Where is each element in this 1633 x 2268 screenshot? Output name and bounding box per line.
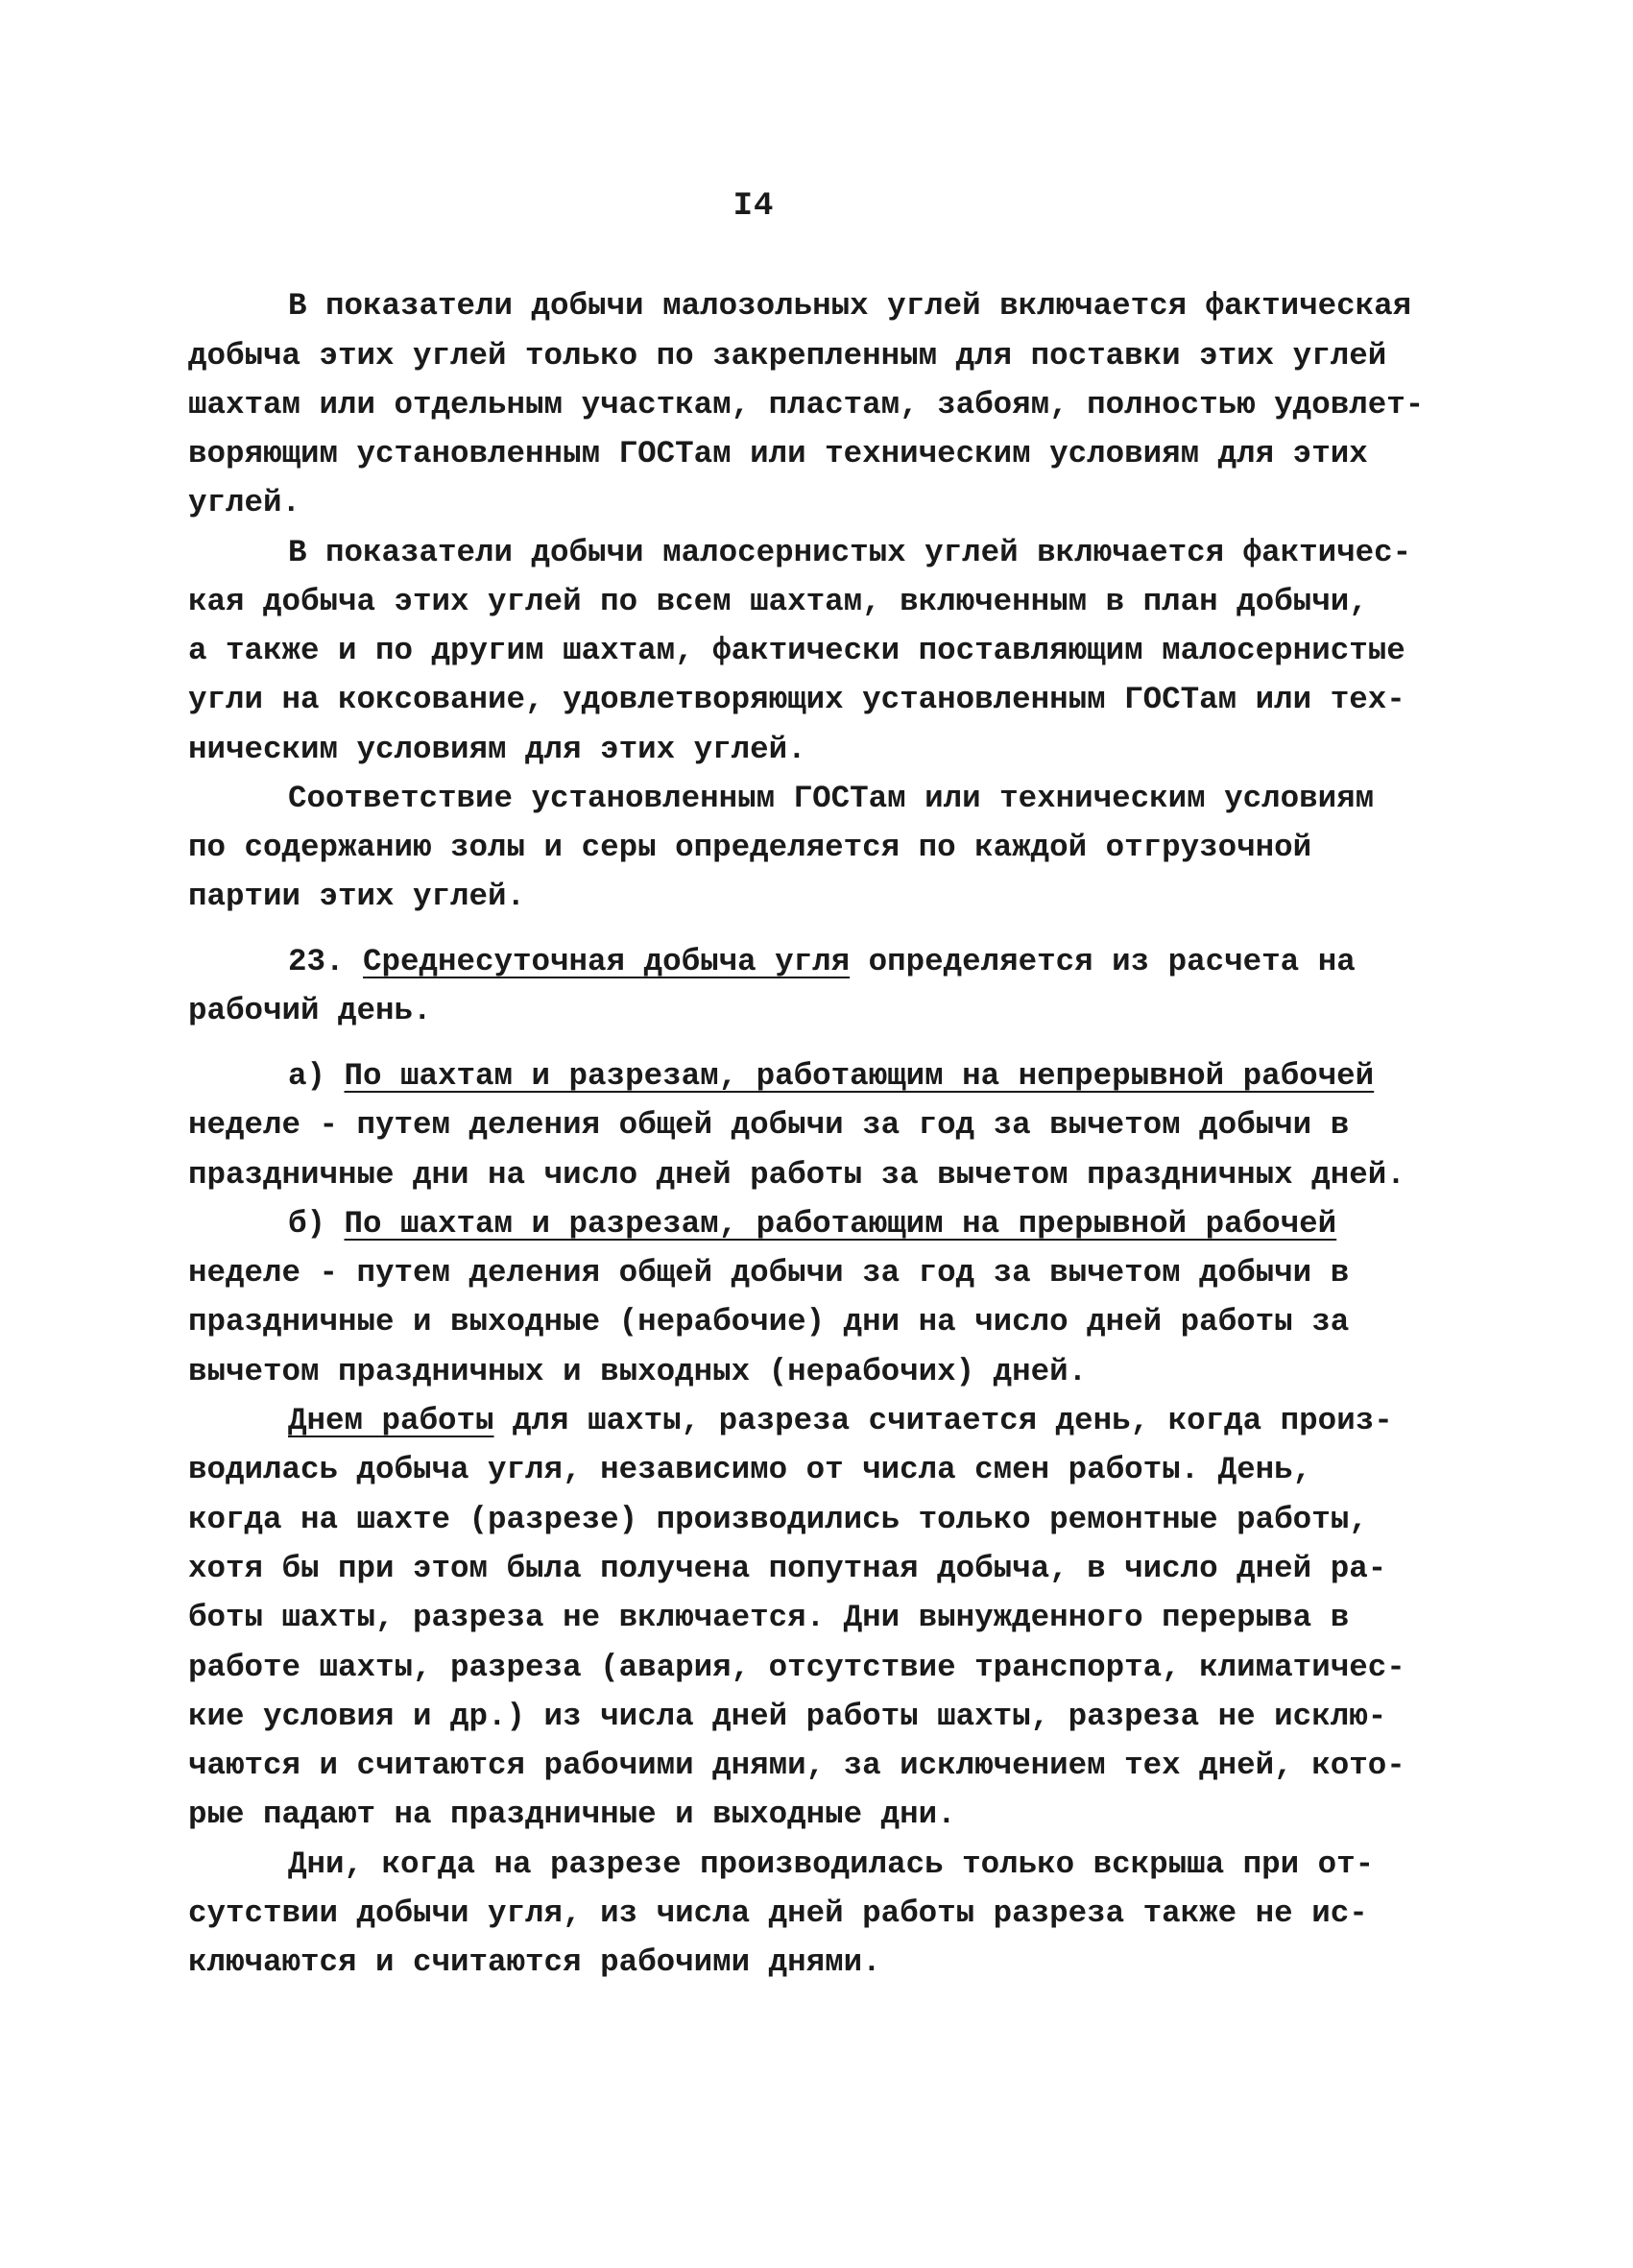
- day-of-work-line: [288, 1403, 1393, 1438]
- paragraph-line: работе шахты, разреза (авария, отсутствие транспорта, климатичес-: [188, 1650, 1405, 1685]
- paragraph-line: сутствии добычи угля, из числа дней работы разреза также не ис-: [188, 1895, 1368, 1931]
- page-number: I4: [732, 188, 775, 225]
- paragraph-line: неделе - путем деления общей добычи за год за вычетом добычи в: [188, 1255, 1350, 1291]
- paragraph-line: хотя бы при этом была получена попутная добыча, в число дней ра-: [188, 1551, 1387, 1586]
- paragraph-line: праздничные и выходные (нерабочие) дни на число дней работы за: [188, 1304, 1350, 1339]
- paragraph-line: шахтам или отдельным участкам, пластам, забоям, полностью удовлет-: [188, 387, 1425, 422]
- paragraph-line: водилась добыча угля, независимо от числа смен работы. День,: [188, 1452, 1312, 1487]
- paragraph-line: а также и по другим шахтам, фактически поставляющим малосернистые: [188, 633, 1405, 668]
- section-number: 23.: [288, 944, 364, 979]
- paragraph-line: угли на коксование, удовлетворяющих установленным ГОСТам или тех-: [188, 682, 1405, 717]
- paragraph-line: неделе - путем деления общей добычи за год за вычетом добычи в: [188, 1107, 1350, 1143]
- section-23-heading-line: [288, 944, 1356, 979]
- paragraph-line: чаются и считаются рабочими днями, за исключением тех дней, кото-: [188, 1748, 1405, 1783]
- item-marker: б): [288, 1206, 345, 1242]
- heading-continuation: определяется из расчета на: [850, 944, 1356, 979]
- item-b-line: [288, 1206, 1337, 1242]
- paragraph-line: праздничные дни на число дней работы за вычетом праздничных дней.: [188, 1157, 1405, 1193]
- paragraph-line: когда на шахте (разрезе) производились только ремонтные работы,: [188, 1502, 1368, 1537]
- definition-continuation: для шахты, разреза считается день, когда произ-: [493, 1403, 1393, 1438]
- paragraph-line: рые падают на праздничные и выходные дни.: [188, 1797, 956, 1832]
- paragraph-line: кая добыча этих углей по всем шахтам, включенным в план добычи,: [188, 584, 1368, 619]
- paragraph-line: боты шахты, разреза не включается. Дни вынужденного перерыва в: [188, 1600, 1350, 1635]
- paragraph-line: Соответствие установленным ГОСТам или техническим условиям: [288, 781, 1375, 816]
- item-a-line: [288, 1058, 1375, 1094]
- paragraph-line: по содержанию золы и серы определяется по каждой отгрузочной: [188, 830, 1312, 865]
- term-average-daily-output: Среднесуточная добыча угля: [363, 944, 851, 979]
- paragraph-line: рабочий день.: [188, 993, 432, 1028]
- term-day-of-work: Днем работы: [288, 1403, 494, 1438]
- paragraph-line: воряющим установленным ГОСТам или техническим условиям для этих: [188, 436, 1368, 471]
- term-interrupted-week: По шахтам и разрезам, работающим на прерывной рабочей: [344, 1206, 1337, 1242]
- term-continuous-week: По шахтам и разрезам, работающим на непрерывной рабочей: [344, 1058, 1375, 1094]
- paragraph-line: партии этих углей.: [188, 879, 526, 914]
- paragraph-line: углей.: [188, 485, 301, 520]
- item-marker: а): [288, 1058, 345, 1094]
- paragraph-line: ключаются и считаются рабочими днями.: [188, 1944, 881, 1980]
- paragraph-line: кие условия и др.) из числа дней работы шахты, разреза не исклю-: [188, 1699, 1387, 1734]
- paragraph-line: В показатели добычи малосернистых углей включается фактичес-: [288, 535, 1412, 570]
- paragraph-line: Дни, когда на разрезе производилась только вскрыша при от-: [288, 1846, 1375, 1882]
- paragraph-line: вычетом праздничных и выходных (нерабочих) дней.: [188, 1354, 1088, 1389]
- paragraph-line: В показатели добычи малозольных углей включается фактическая: [288, 288, 1412, 324]
- paragraph-line: добыча этих углей только по закрепленным для поставки этих углей: [188, 338, 1387, 374]
- paragraph-line: ническим условиям для этих углей.: [188, 732, 806, 767]
